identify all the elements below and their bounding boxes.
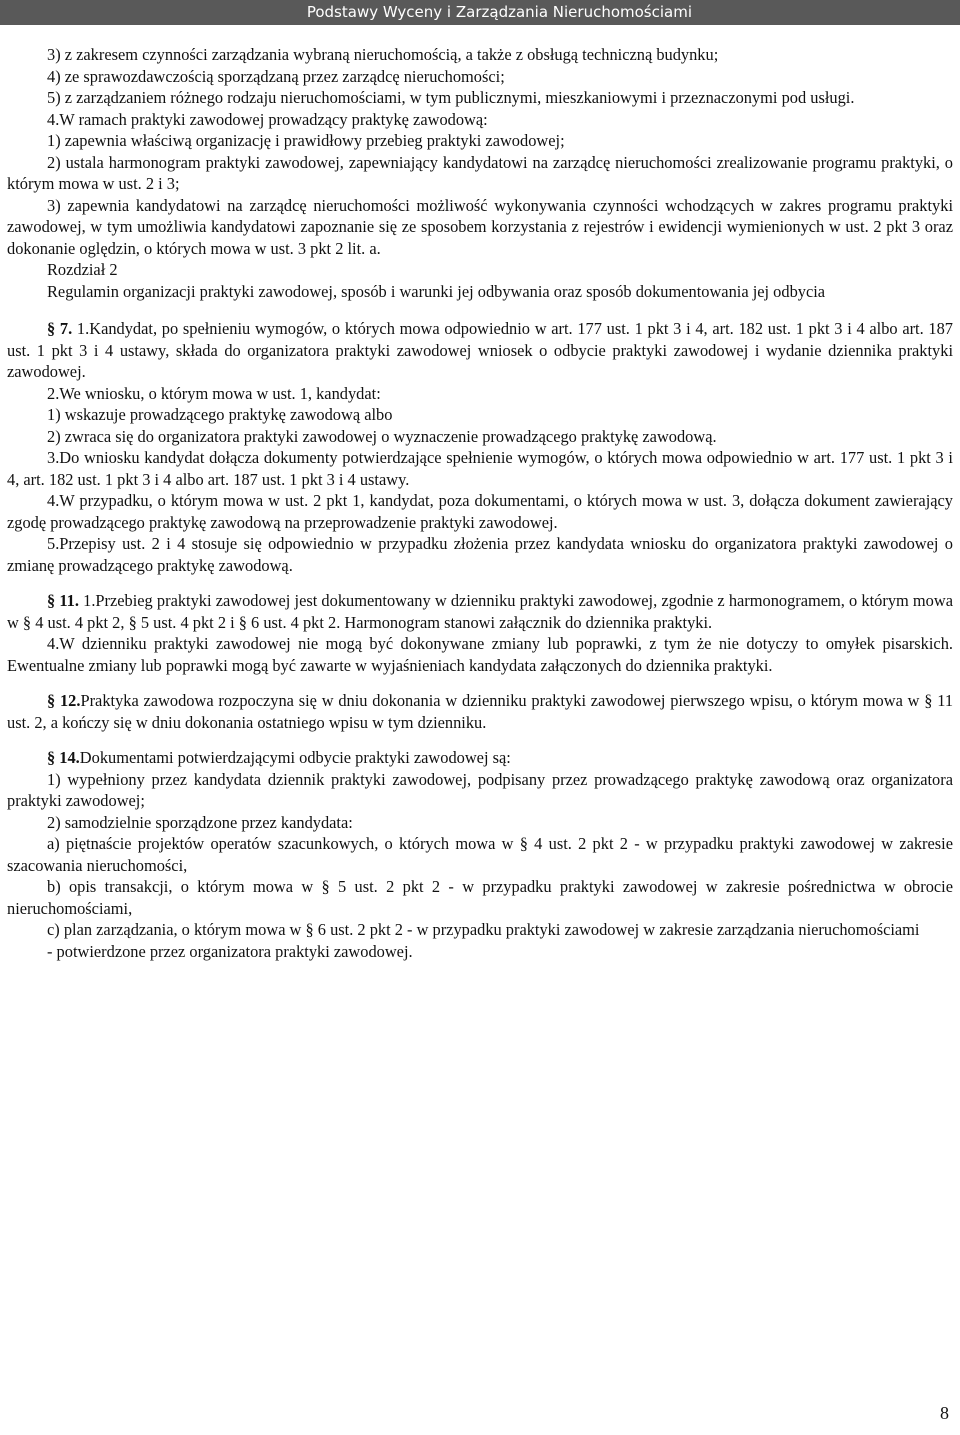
section-text: 1.Kandydat, po spełnieniu wymogów, o których mowa odpowiednio w art. 177 ust. 1 pkt 3 i 4, art. 182 ust. 1 pkt 3 i 4 albo art. 187 ust. 1 pkt 3 i 4 ustawy, składa do organizatora praktyki zawodowej wniosek o odbycie praktyki zawodowej i wydanie dziennika praktyki zawodowej. xyxy=(7,319,954,381)
section-text: Dokumentami potwierdzającymi odbycie praktyki zawodowej są: xyxy=(79,748,511,767)
section-7 xyxy=(7,318,953,383)
chapter-title: Regulamin organizacji praktyki zawodowej, sposób i warunki jej odbywania oraz sposób dokumentowania jej odbycia xyxy=(47,281,826,301)
paragraph: 3.Do wniosku kandydat dołącza dokumenty potwierdzające spełnienie wymogów, o których mowa odpowiednio w art. 177 ust. 1 pkt 3 i 4, art. 182 ust. 1 pkt 3 i 4 albo art. 187 ust. 1 pkt 3 i 4 ustawy. xyxy=(7,448,953,489)
paragraph: 4.W dzienniku praktyki zawodowej nie mogą być dokonywane zmiany lub poprawki, z tym że nie dotyczy to omyłek pisarskich. Ewentualne zmiany lub poprawki mogą być zawarte w wyjaśnieniach kandydata załączonych do dziennika praktyki. xyxy=(7,634,953,675)
section-number: § 11. xyxy=(47,591,79,610)
list-item: 1) wypełniony przez kandydata dziennik praktyki zawodowej, podpisany przez prowadzącego praktykę zawodową oraz organizatora praktyki zawodowej; xyxy=(7,769,953,810)
list-item: 1) zapewnia właściwą organizację i prawidłowy przebieg praktyki zawodowej; xyxy=(47,131,565,150)
paragraph: 2.We wniosku, o którym mowa w ust. 1, kandydat: xyxy=(47,383,381,403)
chapter-heading: Rozdział 2 xyxy=(47,260,118,279)
list-item: 5) z zarządzaniem różnego rodzaju nieruchomościami, w tym publicznymi, mieszkaniowymi i przeznaczonymi pod usługi. xyxy=(47,88,855,107)
list-item: a) piętnaście projektów operatów szacunkowych, o których mowa w § 4 ust. 2 pkt 2 - w przypadku praktyki zawodowej w zakresie szacowania nieruchomości, xyxy=(7,834,953,875)
spacer xyxy=(7,733,953,747)
list-item: 4) ze sprawozdawczością sporządzaną przez zarządcę nieruchomości; xyxy=(47,66,505,86)
list-item: 3) zapewnia kandydatowi na zarządcę nieruchomości możliwość wykonywania czynności wchodzących w zakres programu praktyki zawodowej, w tym umożliwia kandydatowi zapoznanie się ze sposobem korzystania z rejestrów i ewidencji wymienionych w ust. 2 pkt 3 oraz dokonanie oględzin, o których mowa w ust. 3 pkt 2 lit. a. xyxy=(7,195,953,258)
list-item: 3) z zakresem czynności zarządzania wybraną nieruchomością, a także z obsługą techniczną budynku; xyxy=(47,45,719,64)
section-number: § 7. xyxy=(47,319,73,338)
section-number: § 12. xyxy=(47,691,81,710)
header-title: Podstawy Wyceny i Zarządzania Nieruchomościami xyxy=(306,3,692,21)
section-number: § 14. xyxy=(47,748,80,767)
section-text: Praktyka zawodowa rozpoczyna się w dniu dokonania w dzienniku praktyki zawodowej pierwszego wpisu, o którym mowa w § 11 ust. 2, a kończy się w dniu dokonania ostatniego wpisu w tym dzienniku. xyxy=(7,691,954,732)
section-11 xyxy=(7,590,953,633)
spacer xyxy=(7,676,953,690)
paragraph: - potwierdzone przez organizatora praktyki zawodowej. xyxy=(47,941,413,961)
section-14 xyxy=(7,747,953,769)
paragraph: 5.Przepisy ust. 2 i 4 stosuje się odpowiednio w przypadku złożenia przez kandydata wniosku do organizatora praktyki zawodowej o zmianę prowadzącego praktykę zawodową. xyxy=(7,534,953,575)
list-item: 2) ustala harmonogram praktyki zawodowej, zapewniający kandydatowi na zarządcę nieruchomości zrealizowanie programu praktyki, o którym mowa w ust. 2 i 3; xyxy=(7,152,953,193)
section-12 xyxy=(7,690,953,733)
list-item: b) opis transakcji, o którym mowa w § 5 ust. 2 pkt 2 - w przypadku praktyki zawodowej w zakresie pośrednictwa w obrocie nieruchomościami, xyxy=(7,877,953,918)
spacer xyxy=(7,302,953,318)
list-item: 1) wskazuje prowadzącego praktykę zawodową albo xyxy=(47,405,393,424)
paragraph: 4.W ramach praktyki zawodowej prowadzący praktykę zawodową: xyxy=(47,109,488,129)
document-body xyxy=(7,44,953,962)
spacer xyxy=(7,576,953,590)
list-item: 2) samodzielnie sporządzone przez kandydata: xyxy=(47,812,353,832)
paragraph: 4.W przypadku, o którym mowa w ust. 2 pkt 1, kandydat, poza dokumentami, o których mowa w ust. 3, dołącza dokument zawierający zgodę prowadzącego praktykę zawodową na przeprowadzenie praktyki zawodowej. xyxy=(7,491,953,532)
list-item: c) plan zarządzania, o którym mowa w § 6 ust. 2 pkt 2 - w przypadku praktyki zawodowej w zakresie zarządzania nieruchomościami xyxy=(47,920,920,939)
page-header xyxy=(0,0,960,25)
page-number: 8 xyxy=(940,1403,949,1423)
section-text: 1.Przebieg praktyki zawodowej jest dokumentowany w dzienniku praktyki zawodowej, zgodnie z harmonogramem, o którym mowa w § 4 ust. 4 pkt 2, § 5 ust. 4 pkt 2 i § 6 ust. 4 pkt 2. Harmonogram stanowi załącznik do dziennika praktyki. xyxy=(7,591,953,632)
list-item: 2) zwraca się do organizatora praktyki zawodowej o wyznaczenie prowadzącego praktykę zawodową. xyxy=(47,426,717,446)
